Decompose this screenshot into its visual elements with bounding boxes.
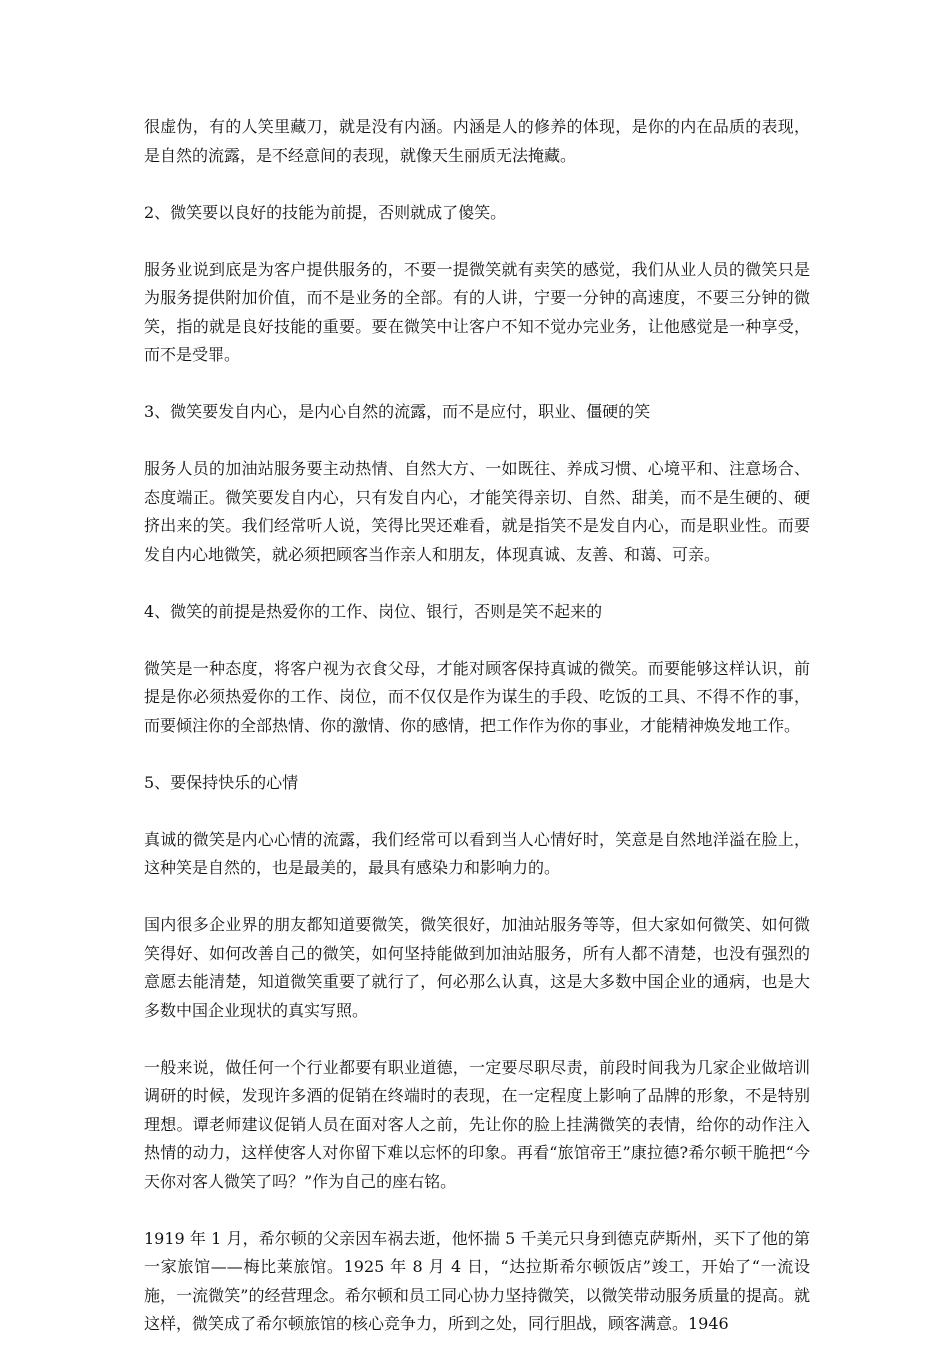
body-paragraph: 一般来说，做任何一个行业都要有职业道德，一定要尽职尽责，前段时间我为几家企业做培训调研的时候，发现许多酒的促销在终端时的表现，在一定程度上影响了品牌的形象，不是特别理想。谭老师建议促销人员在面对客人之前，先让你的脸上挂满微笑的表情，给你的动作注入热情的动力，这样使客人对你留下难以忘怀的印象。再看“旅馆帝王”康拉德?希尔顿干脆把“今天你对客人微笑了吗？”作为自己的座右铭。 (144, 1057, 810, 1191)
body-paragraph: 1919 年 1 月，希尔顿的父亲因车祸去逝，他怀揣 5 千美元只身到德克萨斯州，买下了他的第一家旅馆——梅比莱旅馆。1925 年 8 月 4 日，“达拉斯希尔顿饭店”竣工，开始了“一流设施，一流微笑”的经营理念。希尔顿和员工同心协力坚持微笑，以微笑带动服务质量的提高。就这样，微笑成了希尔顿旅馆的核心竞争力，所到之处，同行胆战，顾客满意。1946 (144, 1228, 810, 1333)
body-paragraph: 真诚的微笑是内心心情的流露，我们经常可以看到当人心情好时，笑意是自然地洋溢在脸上，这种笑是自然的，也是最美的，最具有感染力和影响力的。 (144, 829, 810, 877)
section-heading: 5、要保持快乐的心情 (144, 772, 299, 792)
body-paragraph: 国内很多企业界的朋友都知道要微笑，微笑很好，加油站服务等等，但大家如何微笑、如何微笑得好、如何改善自己的微笑，如何坚持能做到加油站服务，所有人都不清楚，也没有强烈的意愿去能清楚，知道微笑重要了就行了，何必那么认真，这是大多数中国企业的通病，也是大多数中国企业现状的真实写照。 (144, 915, 810, 1020)
section-heading: 4、微笑的前提是热爱你的工作、岗位、银行，否则是笑不起来的 (144, 601, 603, 621)
section-heading: 2、微笑要以良好的技能为前提，否则就成了傻笑。 (144, 202, 507, 222)
body-paragraph: 微笑是一种态度，将客户视为衣食父母，才能对顾客保持真诚的微笑。而要能够这样认识，前提是你必须热爱你的工作、岗位，而不仅仅是作为谋生的手段、吃饭的工具、不得不作的事，而要倾注你的全部热情、你的激情、你的感情，把工作作为你的事业，才能精神焕发地工作。 (144, 658, 810, 735)
body-paragraph: 服务业说到底是为客户提供服务的，不要一提微笑就有卖笑的感觉，我们从业人员的微笑只是为服务提供附加价值，而不是业务的全部。有的人讲，宁要一分钟的高速度，不要三分钟的微笑，指的就是良好技能的重要。要在微笑中让客户不知不觉办完业务，让他感觉是一种享受，而不是受罪。 (144, 259, 810, 364)
body-paragraph: 服务人员的加油站服务要主动热情、自然大方、一如既往、养成习惯、心境平和、注意场合、态度端正。微笑要发自内心，只有发自内心，才能笑得亲切、自然、甜美，而不是生硬的、硬挤出来的笑。我们经常听人说，笑得比哭还难看，就是指笑不是发自内心，而是职业性。而要发自内心地微笑，就必须把顾客当作亲人和朋友，体现真诚、友善、和蔼、可亲。 (144, 459, 810, 564)
document-body (144, 113, 810, 1367)
body-paragraph: 很虚伪，有的人笑里藏刀，就是没有内涵。内涵是人的修养的体现，是你的内在品质的表现，是自然的流露，是不经意间的表现，就像天生丽质无法掩藏。 (144, 117, 810, 165)
section-heading: 3、微笑要发自内心，是内心自然的流露，而不是应付，职业、僵硬的笑 (144, 402, 651, 421)
